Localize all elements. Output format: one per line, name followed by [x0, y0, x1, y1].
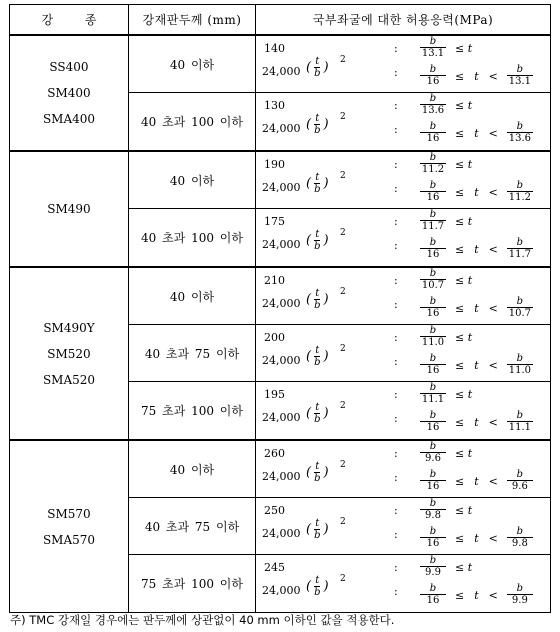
coefficient: 24,000 — [262, 470, 301, 483]
relation: ≤ t — [455, 330, 473, 344]
condition-lower — [416, 410, 537, 434]
divisor: 10.7 — [421, 280, 445, 291]
condition-upper — [416, 93, 477, 117]
colon: : — [394, 355, 398, 368]
thickness-range: 40 이하 — [129, 152, 256, 208]
base-stress: 200 — [264, 331, 285, 344]
ratio-term: ( $\frac{t}{b}$ ) — [306, 288, 329, 311]
b-symbol: b — [420, 382, 446, 394]
condition-lower — [416, 180, 537, 204]
b-symbol: b — [420, 410, 446, 422]
ratio-term: ( $\frac{t}{b}$ ) — [306, 56, 329, 79]
divisor: 11.1 — [421, 394, 445, 405]
colon: : — [394, 42, 398, 55]
t-symbol: t — [474, 588, 479, 602]
base-stress: 245 — [264, 561, 285, 574]
stress-formula — [256, 498, 550, 554]
divisor: 11.7 — [508, 249, 531, 260]
t-symbol: t — [315, 229, 320, 240]
colon: : — [394, 215, 398, 228]
t-symbol: t — [315, 345, 320, 356]
relation: ≤ — [455, 301, 465, 315]
b-symbol: b — [420, 209, 446, 221]
condition-upper — [416, 152, 477, 176]
steel-grade-name: SMA520 — [42, 372, 96, 387]
divisor: 16 — [426, 365, 440, 376]
b-symbol: b — [420, 93, 446, 105]
exponent: 2 — [340, 171, 346, 181]
coefficient: 24,000 — [262, 411, 301, 424]
thickness-range: 40 이하 — [129, 268, 256, 324]
condition-upper — [416, 36, 477, 60]
relation: < — [488, 531, 498, 545]
colon: : — [394, 66, 398, 79]
condition-lower — [416, 526, 537, 550]
table-row — [129, 325, 550, 382]
b-symbol: b — [314, 530, 321, 541]
b-symbol: b — [420, 555, 446, 567]
b-symbol: b — [420, 64, 446, 76]
stress-formula — [256, 555, 550, 612]
t-symbol: t — [474, 126, 479, 140]
condition-lower — [416, 237, 537, 261]
t-symbol: t — [315, 288, 320, 299]
stress-formula — [256, 268, 550, 324]
ratio-term: ( $\frac{t}{b}$ ) — [306, 345, 329, 368]
b-symbol: b — [420, 121, 446, 133]
coefficient: 24,000 — [262, 181, 301, 194]
steel-grade-name: SMA570 — [42, 532, 96, 547]
t-symbol: t — [315, 113, 320, 124]
b-symbol: b — [507, 296, 533, 308]
exponent: 2 — [340, 344, 346, 354]
relation: ≤ t — [455, 273, 473, 287]
steel-grade-name: SM520 — [47, 346, 91, 361]
divisor: 9.6 — [425, 453, 441, 464]
steel-group — [10, 152, 550, 268]
base-stress: 260 — [264, 447, 285, 460]
relation: < — [488, 358, 498, 372]
relation: ≤ t — [455, 560, 473, 574]
thickness-range: 40 초과 75 이하 — [129, 498, 256, 554]
ratio-term: ( $\frac{t}{b}$ ) — [306, 461, 329, 484]
table-row — [129, 36, 550, 93]
divisor: 13.6 — [508, 133, 531, 144]
stress-formula — [256, 382, 550, 439]
table-row — [129, 93, 550, 150]
steel-grade-name: SM490Y — [43, 320, 95, 335]
condition-upper — [416, 209, 477, 233]
b-symbol: b — [420, 353, 446, 365]
relation: < — [488, 185, 498, 199]
base-stress: 190 — [264, 158, 285, 171]
b-symbol: b — [420, 296, 446, 308]
relation: ≤ — [455, 358, 465, 372]
divisor: 9.9 — [511, 595, 528, 606]
exponent: 2 — [340, 517, 346, 527]
relation: ≤ — [455, 185, 465, 199]
b-symbol: b — [420, 268, 446, 280]
exponent: 2 — [340, 55, 346, 65]
t-symbol: t — [315, 402, 320, 413]
steel-grade-name: SS400 — [49, 60, 89, 74]
relation: ≤ — [455, 126, 465, 140]
colon: : — [394, 447, 398, 460]
table-header — [10, 5, 550, 36]
colon: : — [394, 182, 398, 195]
stress-formula — [256, 152, 550, 208]
table-row — [129, 268, 550, 325]
coefficient: 24,000 — [262, 238, 301, 251]
divisor: 11.0 — [508, 365, 531, 376]
divisor: 16 — [426, 76, 440, 87]
b-symbol: b — [420, 180, 446, 192]
colon: : — [394, 298, 398, 311]
coefficient: 24,000 — [262, 297, 301, 310]
thickness-range: 40 이하 — [129, 36, 256, 92]
b-symbol: b — [420, 152, 446, 164]
divisor: 11.2 — [508, 192, 531, 203]
exponent: 2 — [340, 287, 346, 297]
divisor: 16 — [426, 308, 440, 319]
steel-grade-name: SMA400 — [42, 112, 96, 126]
steel-grade-name: SM400 — [47, 86, 91, 100]
relation: ≤ t — [455, 98, 473, 112]
table-row — [129, 555, 550, 612]
table-row — [129, 152, 550, 209]
condition-lower — [416, 64, 537, 88]
divisor: 9.8 — [511, 538, 528, 549]
relation: < — [488, 301, 498, 315]
footnote: 주) TMC 강재일 경우에는 판두께에 상관없이 40 mm 이하인 값을 적용한다. — [10, 613, 395, 627]
ratio-term: ( $\frac{t}{b}$ ) — [306, 518, 329, 541]
b-symbol: b — [314, 414, 321, 425]
relation: ≤ t — [455, 157, 473, 171]
exponent: 2 — [340, 228, 346, 238]
t-symbol: t — [474, 531, 479, 545]
coefficient: 24,000 — [262, 354, 301, 367]
b-symbol: b — [507, 353, 533, 365]
steel-type-cell — [10, 152, 129, 266]
base-stress: 210 — [264, 274, 285, 287]
thickness-range: 75 초과 100 이하 — [129, 555, 256, 612]
condition-upper — [416, 325, 477, 349]
condition-lower — [416, 469, 537, 493]
divisor: 13.6 — [421, 105, 445, 116]
table-body — [10, 36, 550, 612]
colon: : — [394, 504, 398, 517]
divisor: 9.8 — [425, 510, 441, 521]
coefficient: 24,000 — [262, 65, 301, 78]
header-allowable-stress: 국부좌굴에 대한 허용응력(MPa) — [312, 13, 494, 27]
b-symbol: b — [420, 526, 446, 538]
table-row — [129, 498, 550, 555]
relation: ≤ t — [455, 387, 473, 401]
ratio-term: ( $\frac{t}{b}$ ) — [306, 172, 329, 195]
condition-upper — [416, 382, 477, 406]
relation: ≤ — [455, 474, 465, 488]
b-symbol: b — [507, 583, 533, 595]
condition-lower — [416, 583, 537, 607]
divisor: 16 — [426, 192, 440, 203]
base-stress: 175 — [264, 215, 285, 228]
b-symbol: b — [420, 498, 446, 510]
table-row — [129, 209, 550, 266]
divisor: 16 — [426, 595, 440, 606]
steel-type-cell — [10, 36, 129, 150]
header-steel-type: 강 종 — [10, 5, 129, 34]
b-symbol: b — [507, 121, 533, 133]
colon: : — [394, 528, 398, 541]
exponent: 2 — [340, 574, 346, 584]
steel-group — [10, 268, 550, 441]
relation: < — [488, 415, 498, 429]
b-symbol: b — [314, 357, 321, 368]
divisor: 9.6 — [511, 481, 528, 492]
ratio-term: ( $\frac{t}{b}$ ) — [306, 402, 329, 425]
b-symbol: b — [314, 68, 321, 79]
thickness-range: 40 초과 75 이하 — [129, 325, 256, 381]
allowable-stress-table — [9, 4, 551, 613]
b-symbol: b — [314, 241, 321, 252]
colon: : — [394, 471, 398, 484]
divisor: 16 — [426, 133, 440, 144]
colon: : — [394, 331, 398, 344]
steel-type-cell — [10, 268, 129, 439]
b-symbol: b — [507, 469, 533, 481]
t-symbol: t — [315, 56, 320, 67]
t-symbol: t — [474, 358, 479, 372]
condition-upper — [416, 498, 477, 522]
b-symbol: b — [507, 526, 533, 538]
divisor: 13.1 — [421, 48, 445, 59]
divisor: 11.1 — [508, 422, 531, 433]
colon: : — [394, 158, 398, 171]
steel-type-cell — [10, 441, 129, 612]
relation: < — [488, 69, 498, 83]
t-symbol: t — [474, 69, 479, 83]
stress-formula — [256, 325, 550, 381]
t-symbol: t — [315, 172, 320, 183]
ratio-term: ( $\frac{t}{b}$ ) — [306, 113, 329, 136]
stress-formula — [256, 93, 550, 150]
colon: : — [394, 274, 398, 287]
b-symbol: b — [314, 125, 321, 136]
b-symbol: b — [507, 64, 533, 76]
t-symbol: t — [474, 415, 479, 429]
relation: ≤ — [455, 588, 465, 602]
steel-grade-name: SM570 — [47, 506, 91, 521]
colon: : — [394, 239, 398, 252]
t-symbol: t — [315, 575, 320, 586]
steel-group — [10, 441, 550, 612]
t-symbol: t — [474, 301, 479, 315]
condition-upper — [416, 268, 477, 292]
exponent: 2 — [340, 112, 346, 122]
exponent: 2 — [340, 460, 346, 470]
relation: ≤ t — [455, 41, 473, 55]
table-row — [129, 382, 550, 439]
ratio-term: ( $\frac{t}{b}$ ) — [306, 575, 329, 598]
divisor: 10.7 — [508, 308, 531, 319]
condition-upper — [416, 555, 477, 579]
t-symbol: t — [315, 461, 320, 472]
relation: < — [488, 474, 498, 488]
base-stress: 130 — [264, 99, 285, 112]
b-symbol: b — [314, 473, 321, 484]
table-row — [129, 441, 550, 498]
b-symbol: b — [420, 583, 446, 595]
thickness-range: 40 이하 — [129, 441, 256, 497]
relation: ≤ t — [455, 446, 473, 460]
divisor: 11.0 — [421, 337, 445, 348]
relation: ≤ t — [455, 214, 473, 228]
condition-lower — [416, 296, 537, 320]
thickness-range: 40 초과 100 이하 — [129, 209, 256, 266]
stress-formula — [256, 36, 550, 92]
b-symbol: b — [507, 180, 533, 192]
t-symbol: t — [474, 185, 479, 199]
relation: ≤ t — [455, 503, 473, 517]
colon: : — [394, 99, 398, 112]
divisor: 11.2 — [421, 164, 445, 175]
t-symbol: t — [315, 518, 320, 529]
relation: < — [488, 588, 498, 602]
base-stress: 195 — [264, 388, 285, 401]
coefficient: 24,000 — [262, 527, 301, 540]
condition-lower — [416, 121, 537, 145]
steel-grade-name: SM490 — [47, 202, 91, 216]
divisor: 9.9 — [425, 567, 441, 578]
base-stress: 140 — [264, 42, 285, 55]
coefficient: 24,000 — [262, 122, 301, 135]
base-stress: 250 — [264, 504, 285, 517]
divisor: 16 — [426, 422, 440, 433]
b-symbol: b — [507, 237, 533, 249]
b-symbol: b — [420, 36, 446, 48]
coefficient: 24,000 — [262, 584, 301, 597]
relation: ≤ — [455, 415, 465, 429]
b-symbol: b — [314, 184, 321, 195]
colon: : — [394, 388, 398, 401]
colon: : — [394, 585, 398, 598]
b-symbol: b — [420, 441, 446, 453]
colon: : — [394, 412, 398, 425]
condition-lower — [416, 353, 537, 377]
divisor: 13.1 — [508, 76, 531, 87]
colon: : — [394, 561, 398, 574]
header-thickness: 강재판두께 (mm) — [129, 5, 256, 34]
stress-formula — [256, 441, 550, 497]
relation: ≤ — [455, 531, 465, 545]
b-symbol: b — [314, 587, 321, 598]
relation: < — [488, 126, 498, 140]
b-symbol: b — [420, 237, 446, 249]
ratio-term: ( $\frac{t}{b}$ ) — [306, 229, 329, 252]
relation: ≤ — [455, 69, 465, 83]
b-symbol: b — [507, 410, 533, 422]
exponent: 2 — [340, 401, 346, 411]
relation: < — [488, 242, 498, 256]
b-symbol: b — [314, 300, 321, 311]
stress-formula — [256, 209, 550, 266]
thickness-range: 75 초과 100 이하 — [129, 382, 256, 439]
b-symbol: b — [420, 469, 446, 481]
divisor: 16 — [426, 249, 440, 260]
thickness-range: 40 초과 100 이하 — [129, 93, 256, 150]
b-symbol: b — [420, 325, 446, 337]
divisor: 16 — [426, 538, 440, 549]
colon: : — [394, 123, 398, 136]
relation: ≤ — [455, 242, 465, 256]
steel-group — [10, 36, 550, 152]
divisor: 11.7 — [421, 221, 445, 232]
condition-upper — [416, 441, 477, 465]
t-symbol: t — [474, 474, 479, 488]
t-symbol: t — [474, 242, 479, 256]
divisor: 16 — [426, 481, 440, 492]
